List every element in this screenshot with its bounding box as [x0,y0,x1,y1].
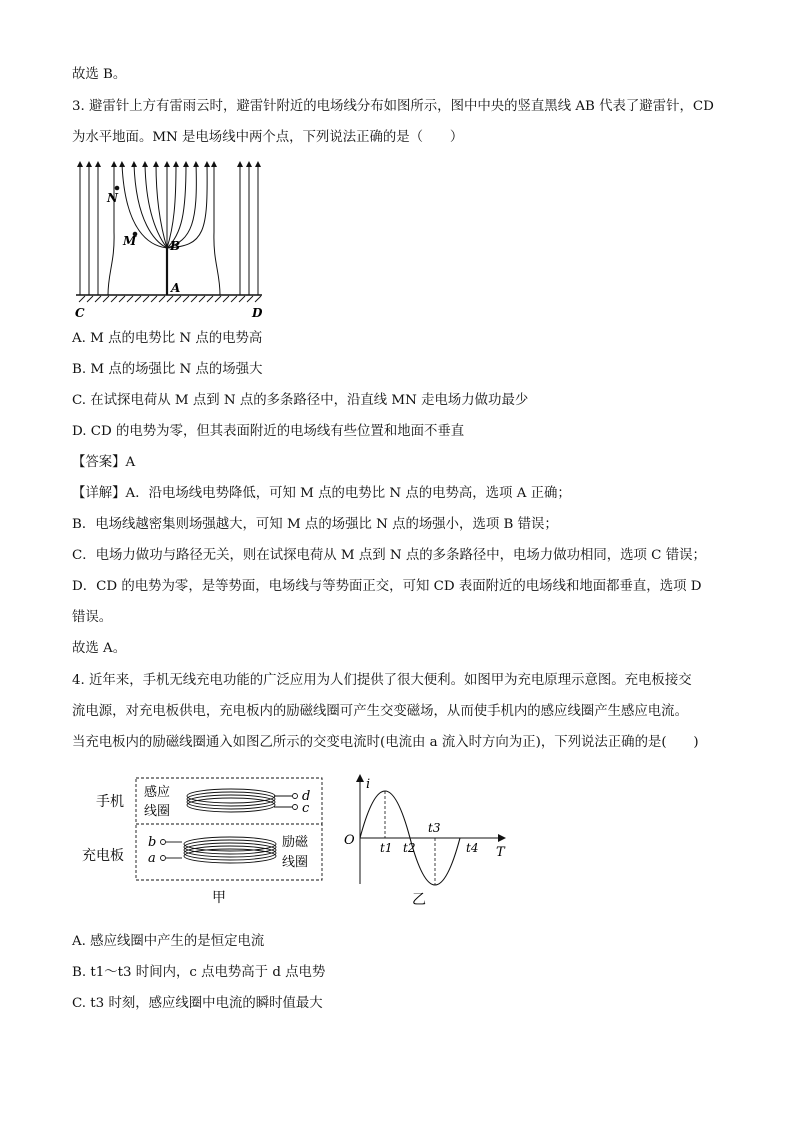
terminal-b: b [148,835,157,850]
label-c: C [75,306,85,320]
wireless-charging-diagram [78,772,334,908]
q3-option-c: C. 在试探电荷从 M 点到 N 点的多条路径中，沿直线 MN 走电场力做功最少 [72,393,529,408]
terminal-d: d [302,789,311,804]
q4-stem-line3: 当充电板内的励磁线圈通入如图乙所示的交变电流时(电流由 a 流入时方向为正)，下列说法正确的是( ) [72,735,699,750]
tick-t4: t4 [466,841,479,855]
tick-t2: t2 [403,841,416,855]
q3-answer: 【答案】A [72,455,136,470]
origin-label: O [344,833,355,848]
q4-option-b: B. t1～t3 时间内，c 点电势高于 d 点电势 [72,965,326,980]
tick-t3: t3 [428,821,441,835]
label-d: D [252,306,263,320]
excitation-coil-label-1: 励磁 [282,835,309,850]
q3-explanation-d: D．CD 的电势为零，是等势面，电场线与等势面正交，可知 CD 表面附近的电场线和地面都垂直，选项 D [72,579,702,594]
induction-coil [187,789,275,812]
terminal-a: a [148,851,156,866]
axis-label-i: i [366,777,371,792]
lightning-rod-field-figure [70,152,270,322]
label-a: A [171,281,181,295]
q4-option-a: A. 感应线圈中产生的是恒定电流 [72,934,265,949]
label-n: N [107,191,118,205]
q3-stem-line1: 3. 避雷针上方有雷雨云时，避雷针附近的电场线分布如图所示，图中中央的竖直黑线 AB 代表了避雷针，CD [72,99,714,114]
prev-conclusion: 故选 B。 [72,67,127,82]
q3-explanation-c: C．电场力做功与路径无关，则在试探电荷从 M 点到 N 点的多条路径中，电场力做功相同，选项 C 错误； [72,548,706,563]
q3-explanation-a: 【详解】A．沿电场线电势降低，可知 M 点的电势比 N 点的电势高，选项 A 正确； [72,486,571,501]
terminal-c: c [302,801,310,816]
label-m: M [123,234,137,248]
q3-option-b: B. M 点的场强比 N 点的场强大 [72,362,263,377]
label-b: B [170,239,181,253]
q3-explanation-b: B．电场线越密集则场强越大，可知 M 点的场强比 N 点的场强小，选项 B 错误； [72,517,558,532]
point-n-dot [115,186,120,191]
excitation-coil-label-2: 线圈 [282,855,309,870]
charger-label: 充电板 [82,848,124,864]
induction-coil-label-2: 线圈 [144,804,171,819]
q4-stem-line1: 4. 近年来，手机无线充电功能的广泛应用为人们提供了很大便利。如图甲为充电原理示意图。充电板接交 [72,673,692,688]
induction-coil-label-1: 感应 [144,785,171,800]
q4-option-c: C. t3 时刻，感应线圈中电流的瞬时值最大 [72,996,323,1011]
q4-stem-line2: 流电源，对充电板供电，充电板内的励磁线圈可产生交变磁场，从而使手机内的感应线圈产生感应电流。 [72,704,688,719]
excitation-coil [184,837,276,863]
q3-option-a: A. M 点的电势比 N 点的电势高 [72,331,263,346]
q3-stem-line2: 为水平地面。MN 是电场线中两个点，下列说法正确的是（ ） [72,130,464,145]
figure-jia-caption: 甲 [212,890,226,906]
axis-label-t: T [496,845,505,860]
q3-conclusion: 故选 A。 [72,641,127,656]
q3-explanation-d-cont: 错误。 [72,610,113,625]
tick-t1: t1 [380,841,393,855]
q3-option-d: D. CD 的电势为零，但其表面附近的电场线有些位置和地面不垂直 [72,424,465,439]
ac-current-graph [340,772,512,912]
figure-yi-caption: 乙 [412,892,426,908]
phone-label: 手机 [96,794,124,810]
